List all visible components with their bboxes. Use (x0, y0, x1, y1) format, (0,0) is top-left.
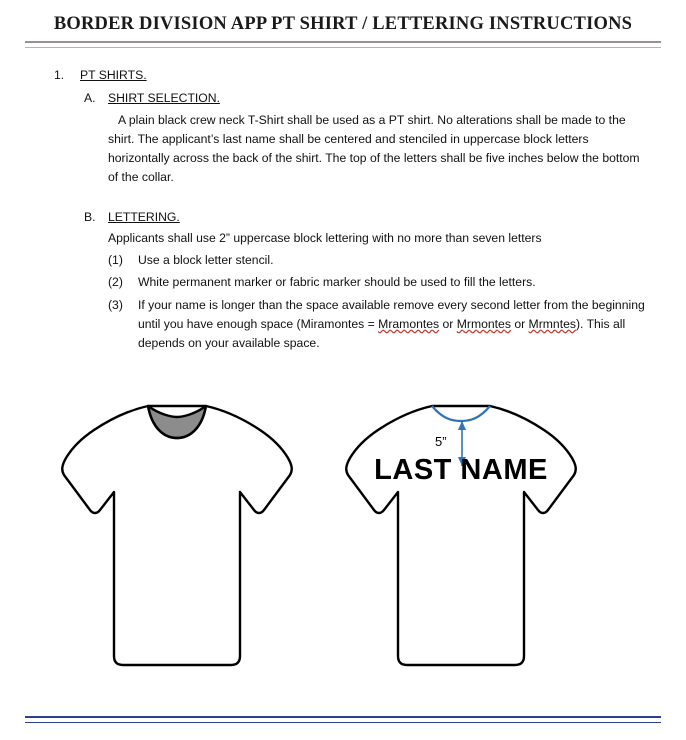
sub-3-text-part-4: ). This all depends on your available space. (138, 316, 626, 351)
page-title: BORDER DIVISION APP PT SHIRT / LETTERING INSTRUCTIONS (53, 14, 633, 34)
outline-sub-item-2 (108, 273, 646, 292)
outline-item-b (84, 208, 646, 227)
dimension-label: 5” (435, 434, 447, 449)
outline-label-lettering: LETTERING. (108, 209, 180, 224)
misspelled-word-2: Mrmontes (456, 316, 511, 331)
outline-sub-item-1 (108, 251, 646, 270)
paragraph-shirt-selection (108, 111, 646, 188)
lastname-lettering: LAST NAME (374, 454, 548, 486)
outline-item-a (84, 89, 646, 108)
footer-divider-bottom (25, 722, 661, 723)
outline-text-sub-2: White permanent marker or fabric marker should be used to fill the letters. (138, 275, 536, 290)
paragraph-lettering: Applicants shall use 2” uppercase block lettering with no more than seven letters (108, 230, 542, 245)
paragraph-shirt-selection-text: A plain black crew neck T-Shirt shall be used as a PT shirt. No alterations shall be made to the shirt. The applicant’s last name shall be centered and stenciled in uppercase block letters horizontally across the back of the shirt. The top of the letters shall be five inches below the bottom of the collar. (108, 112, 640, 185)
front-shirt-svg (52, 388, 302, 688)
instructions-body (0, 48, 686, 353)
footer-divider-top (25, 716, 661, 718)
outline-text-sub-3 (138, 296, 646, 354)
outline-item-1 (54, 66, 646, 85)
sub-3-text-part-2: or (439, 316, 457, 331)
outline-marker-1: 1. (54, 68, 65, 82)
misspelled-word-3: Mrmntes (528, 316, 576, 331)
outline-sub-item-3 (108, 296, 646, 354)
outline-text-sub-1: Use a block letter stencil. (138, 253, 274, 268)
misspelled-word-1: Mramontes (378, 316, 440, 331)
title-block (0, 0, 686, 48)
outline-marker-b: B. (84, 209, 96, 224)
outline-marker-a: A. (84, 91, 96, 106)
outline-marker-sub-3: (3) (108, 297, 123, 312)
back-view-shirt-with-lettering (336, 388, 586, 688)
title-divider (25, 41, 661, 48)
outline-label-shirt-selection: SHIRT SELECTION. (108, 91, 220, 106)
outline-marker-sub-1: (1) (108, 253, 123, 268)
outline-label-pt-shirts: PT SHIRTS. (80, 68, 147, 82)
front-view-black-crew-neck-shirt (52, 388, 302, 688)
sub-3-text-part-1: If your name is longer than the space available remove every second letter from the beginning until you have enough space (Miramontes = (138, 297, 645, 331)
shirt-illustrations (0, 388, 686, 698)
back-shirt-svg (336, 388, 586, 688)
sub-3-text-part-3: or (510, 316, 529, 331)
section-spacer (40, 188, 646, 204)
outline-marker-sub-2: (2) (108, 275, 123, 290)
